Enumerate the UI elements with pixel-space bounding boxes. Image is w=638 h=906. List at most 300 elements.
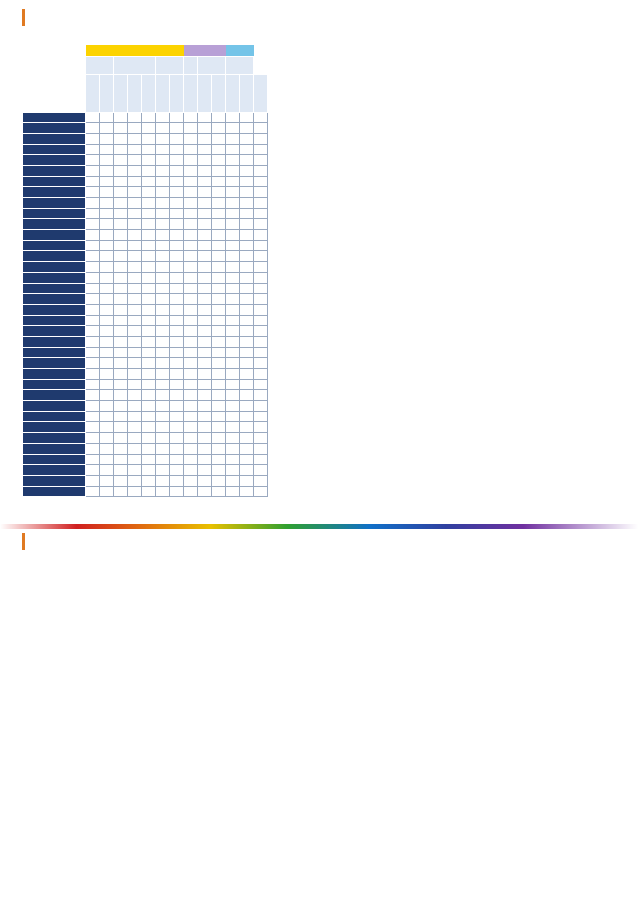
availability-cell: [212, 219, 226, 230]
table-row: [23, 454, 296, 465]
availability-cell: [142, 369, 156, 380]
spectrum-divider: [0, 524, 638, 529]
availability-cell: [184, 486, 198, 497]
availability-cell: [184, 165, 198, 176]
availability-cell: [86, 155, 100, 166]
availability-cell: [170, 198, 184, 209]
availability-cell: [128, 379, 142, 390]
availability-cell: [240, 262, 254, 273]
availability-cell: [170, 144, 184, 155]
availability-cell: [86, 144, 100, 155]
availability-cell: [114, 475, 128, 486]
availability-cell: [114, 379, 128, 390]
table-row: [23, 422, 296, 433]
availability-cell: [254, 315, 268, 326]
availability-cell: [128, 401, 142, 412]
availability-cell: [156, 336, 170, 347]
availability-cell: [100, 144, 114, 155]
availability-cell: [128, 422, 142, 433]
availability-cell: [128, 262, 142, 273]
availability-cell: [170, 486, 184, 497]
availability-cell: [100, 187, 114, 198]
availability-cell: [212, 390, 226, 401]
availability-cell: [142, 176, 156, 187]
availability-cell: [170, 433, 184, 444]
table-row: [23, 176, 296, 187]
availability-cell: [86, 219, 100, 230]
availability-cell: [240, 123, 254, 134]
availability-cell: [198, 262, 212, 273]
availability-cell: [198, 187, 212, 198]
table-row: [23, 358, 296, 369]
table-row: [23, 112, 296, 123]
availability-cell: [226, 347, 240, 358]
availability-cell: [212, 176, 226, 187]
availability-cell: [86, 315, 100, 326]
availability-cell: [100, 347, 114, 358]
availability-cell: [86, 176, 100, 187]
availability-cell: [100, 165, 114, 176]
availability-cell: [114, 369, 128, 380]
availability-cell: [142, 475, 156, 486]
availability-cell: [128, 176, 142, 187]
availability-cell: [114, 326, 128, 337]
availability-cell: [198, 155, 212, 166]
availability-cell: [240, 165, 254, 176]
availability-cell: [184, 475, 198, 486]
availability-cell: [86, 165, 100, 176]
availability-cell: [184, 123, 198, 134]
colour-name: [23, 443, 86, 454]
availability-cell: [254, 486, 268, 497]
availability-cell: [254, 411, 268, 422]
availability-cell: [226, 465, 240, 476]
availability-cell: [226, 433, 240, 444]
colour-name: [23, 176, 86, 187]
availability-cell: [240, 315, 254, 326]
thickness-header: [226, 56, 254, 74]
availability-cell: [226, 379, 240, 390]
availability-cell: [86, 187, 100, 198]
availability-cell: [86, 369, 100, 380]
availability-cell: [240, 326, 254, 337]
colour-name: [23, 251, 86, 262]
availability-cell: [100, 390, 114, 401]
availability-cell: [226, 454, 240, 465]
availability-cell: [212, 358, 226, 369]
availability-cell: [170, 251, 184, 262]
availability-cell: [170, 283, 184, 294]
table-row: [23, 272, 296, 283]
availability-cell: [240, 112, 254, 123]
colour-name: [23, 155, 86, 166]
availability-cell: [128, 454, 142, 465]
availability-cell: [240, 465, 254, 476]
table-row: [23, 401, 296, 412]
header-ult: [184, 45, 226, 56]
header-spacer: [23, 45, 86, 56]
availability-cell: [142, 315, 156, 326]
availability-cell: [226, 219, 240, 230]
colour-name: [23, 112, 86, 123]
availability-cell: [212, 294, 226, 305]
colour-name: [23, 283, 86, 294]
availability-cell: [212, 347, 226, 358]
availability-cell: [226, 133, 240, 144]
availability-cell: [212, 165, 226, 176]
availability-cell: [240, 422, 254, 433]
availability-cell: [100, 486, 114, 497]
availability-cell: [212, 187, 226, 198]
table-row: [23, 123, 296, 134]
availability-cell: [128, 187, 142, 198]
availability-cell: [240, 358, 254, 369]
availability-cell: [142, 251, 156, 262]
availability-cell: [198, 411, 212, 422]
availability-cell: [86, 475, 100, 486]
availability-cell: [170, 155, 184, 166]
availability-cell: [142, 304, 156, 315]
availability-cell: [114, 283, 128, 294]
availability-cell: [114, 433, 128, 444]
availability-cell: [198, 304, 212, 315]
availability-cell: [170, 390, 184, 401]
availability-cell: [156, 187, 170, 198]
availability-cell: [226, 326, 240, 337]
availability-cell: [184, 208, 198, 219]
availability-cell: [184, 294, 198, 305]
availability-cell: [114, 486, 128, 497]
availability-cell: [128, 123, 142, 134]
availability-cell: [86, 230, 100, 241]
colour-name: [23, 144, 86, 155]
title-accent-bar: [22, 9, 25, 26]
availability-cell: [156, 411, 170, 422]
availability-cell: [240, 133, 254, 144]
availability-cell: [100, 315, 114, 326]
table-row: [23, 219, 296, 230]
availability-cell: [198, 283, 212, 294]
availability-cell: [128, 433, 142, 444]
availability-cell: [114, 251, 128, 262]
availability-cell: [170, 347, 184, 358]
availability-cell: [170, 401, 184, 412]
availability-cell: [184, 198, 198, 209]
availability-cell: [198, 401, 212, 412]
availability-cell: [86, 304, 100, 315]
availability-cell: [240, 230, 254, 241]
availability-cell: [240, 336, 254, 347]
availability-cell: [198, 240, 212, 251]
availability-cell: [212, 454, 226, 465]
availability-cell: [170, 475, 184, 486]
availability-cell: [142, 219, 156, 230]
availability-cell: [226, 251, 240, 262]
availability-cell: [184, 230, 198, 241]
availability-cell: [254, 326, 268, 337]
availability-cell: [170, 219, 184, 230]
availability-cell: [254, 379, 268, 390]
colour-name: [23, 475, 86, 486]
availability-cell: [226, 411, 240, 422]
availability-cell: [226, 390, 240, 401]
availability-cell: [114, 390, 128, 401]
availability-cell: [240, 369, 254, 380]
availability-cell: [184, 411, 198, 422]
availability-cell: [198, 315, 212, 326]
supplier-header: [170, 74, 184, 112]
thickness-header: [86, 56, 114, 74]
availability-cell: [170, 422, 184, 433]
thickness-header: [184, 56, 198, 74]
availability-cell: [184, 347, 198, 358]
availability-cell: [240, 208, 254, 219]
colour-name: [23, 165, 86, 176]
availability-cell: [226, 262, 240, 273]
availability-cell: [240, 379, 254, 390]
availability-cell: [142, 262, 156, 273]
availability-cell: [170, 358, 184, 369]
availability-cell: [114, 347, 128, 358]
availability-cell: [212, 486, 226, 497]
availability-cell: [226, 315, 240, 326]
availability-cell: [142, 240, 156, 251]
availability-cell: [114, 294, 128, 305]
availability-cell: [114, 155, 128, 166]
availability-cell: [240, 144, 254, 155]
availability-cell: [240, 433, 254, 444]
availability-cell: [184, 176, 198, 187]
availability-cell: [254, 176, 268, 187]
availability-cell: [198, 123, 212, 134]
availability-cell: [128, 347, 142, 358]
availability-cell: [156, 379, 170, 390]
availability-cell: [254, 433, 268, 444]
availability-cell: [170, 187, 184, 198]
availability-cell: [86, 283, 100, 294]
availability-cell: [184, 315, 198, 326]
header-spacer: [23, 74, 86, 112]
table-row: [23, 198, 296, 209]
availability-cell: [114, 336, 128, 347]
availability-cell: [254, 347, 268, 358]
availability-cell: [198, 208, 212, 219]
availability-cell: [254, 272, 268, 283]
availability-cell: [100, 358, 114, 369]
table-row: [23, 379, 296, 390]
colour-name: [23, 294, 86, 305]
availability-cell: [184, 133, 198, 144]
availability-cell: [254, 187, 268, 198]
availability-cell: [254, 422, 268, 433]
availability-cell: [86, 465, 100, 476]
availability-cell: [212, 411, 226, 422]
availability-cell: [212, 401, 226, 412]
availability-cell: [184, 187, 198, 198]
availability-cell: [240, 272, 254, 283]
availability-cell: [114, 208, 128, 219]
availability-cell: [198, 347, 212, 358]
availability-cell: [254, 358, 268, 369]
availability-cell: [128, 315, 142, 326]
availability-cell: [128, 326, 142, 337]
availability-cell: [142, 443, 156, 454]
availability-cell: [170, 315, 184, 326]
availability-cell: [114, 144, 128, 155]
availability-cell: [142, 336, 156, 347]
availability-cell: [240, 198, 254, 209]
availability-cell: [142, 390, 156, 401]
table-row: [23, 155, 296, 166]
availability-cell: [128, 358, 142, 369]
title-accent-bar: [22, 533, 25, 550]
availability-cell: [170, 294, 184, 305]
availability-cell: [128, 369, 142, 380]
availability-cell: [198, 133, 212, 144]
availability-cell: [86, 379, 100, 390]
availability-cell: [240, 486, 254, 497]
availability-cell: [114, 411, 128, 422]
availability-cell: [226, 187, 240, 198]
availability-cell: [254, 283, 268, 294]
availability-cell: [198, 198, 212, 209]
availability-cell: [198, 422, 212, 433]
availability-cell: [142, 347, 156, 358]
availability-cell: [156, 251, 170, 262]
availability-cell: [240, 454, 254, 465]
availability-cell: [212, 133, 226, 144]
availability-cell: [142, 272, 156, 283]
table-row: [23, 326, 296, 337]
availability-cell: [170, 443, 184, 454]
availability-cell: [100, 198, 114, 209]
availability-cell: [156, 262, 170, 273]
availability-cell: [254, 144, 268, 155]
availability-cell: [100, 176, 114, 187]
availability-cell: [212, 465, 226, 476]
availability-cell: [156, 422, 170, 433]
availability-cell: [156, 155, 170, 166]
availability-cell: [128, 208, 142, 219]
availability-cell: [114, 315, 128, 326]
availability-cell: [156, 454, 170, 465]
availability-cell: [198, 165, 212, 176]
availability-cell: [86, 294, 100, 305]
availability-cell: [142, 198, 156, 209]
availability-cell: [254, 465, 268, 476]
availability-cell: [170, 165, 184, 176]
thickness-header: [114, 56, 156, 74]
availability-cell: [254, 240, 268, 251]
availability-cell: [226, 230, 240, 241]
availability-cell: [212, 443, 226, 454]
table-row: [23, 465, 296, 476]
availability-cell: [114, 133, 128, 144]
availability-cell: [156, 315, 170, 326]
availability-cell: [184, 465, 198, 476]
availability-cell: [184, 112, 198, 123]
availability-cell: [156, 133, 170, 144]
availability-cell: [156, 304, 170, 315]
colour-name: [23, 390, 86, 401]
table-row: [23, 294, 296, 305]
table-row: [23, 133, 296, 144]
availability-cell: [128, 443, 142, 454]
availability-cell: [212, 475, 226, 486]
header-ess: [86, 45, 184, 56]
availability-cell: [86, 251, 100, 262]
availability-cell: [254, 123, 268, 134]
availability-cell: [100, 401, 114, 412]
availability-cell: [170, 369, 184, 380]
availability-cell: [114, 401, 128, 412]
availability-cell: [142, 358, 156, 369]
availability-cell: [100, 369, 114, 380]
availability-cell: [184, 304, 198, 315]
availability-cell: [226, 486, 240, 497]
table-row: [23, 208, 296, 219]
supplier-header: [184, 74, 198, 112]
thickness-header: [198, 56, 226, 74]
availability-cell: [212, 123, 226, 134]
availability-cell: [142, 144, 156, 155]
availability-cell: [100, 283, 114, 294]
availability-cell: [198, 112, 212, 123]
colour-name: [23, 272, 86, 283]
header-spacer: [23, 56, 86, 74]
availability-cell: [184, 369, 198, 380]
availability-cell: [226, 369, 240, 380]
availability-cell: [156, 475, 170, 486]
availability-cell: [100, 326, 114, 337]
availability-cell: [240, 411, 254, 422]
availability-cell: [240, 187, 254, 198]
colour-name: [23, 219, 86, 230]
availability-cell: [212, 422, 226, 433]
availability-cell: [156, 198, 170, 209]
availability-cell: [240, 240, 254, 251]
availability-cell: [198, 465, 212, 476]
availability-cell: [226, 155, 240, 166]
availability-cell: [86, 123, 100, 134]
table-row: [23, 283, 296, 294]
availability-cell: [240, 283, 254, 294]
availability-cell: [212, 326, 226, 337]
availability-cell: [240, 443, 254, 454]
availability-cell: [240, 219, 254, 230]
availability-cell: [128, 411, 142, 422]
availability-cell: [184, 272, 198, 283]
availability-cell: [226, 144, 240, 155]
availability-cell: [114, 219, 128, 230]
availability-cell: [128, 240, 142, 251]
availability-cell: [254, 454, 268, 465]
availability-cell: [100, 379, 114, 390]
availability-cell: [226, 198, 240, 209]
availability-cell: [100, 133, 114, 144]
availability-cell: [156, 272, 170, 283]
availability-cell: [198, 272, 212, 283]
availability-cell: [226, 240, 240, 251]
availability-cell: [114, 262, 128, 273]
colour-name: [23, 454, 86, 465]
availability-cell: [184, 283, 198, 294]
availability-cell: [184, 390, 198, 401]
availability-cell: [86, 240, 100, 251]
availability-cell: [142, 294, 156, 305]
availability-cell: [156, 358, 170, 369]
supplier-header: [240, 74, 254, 112]
